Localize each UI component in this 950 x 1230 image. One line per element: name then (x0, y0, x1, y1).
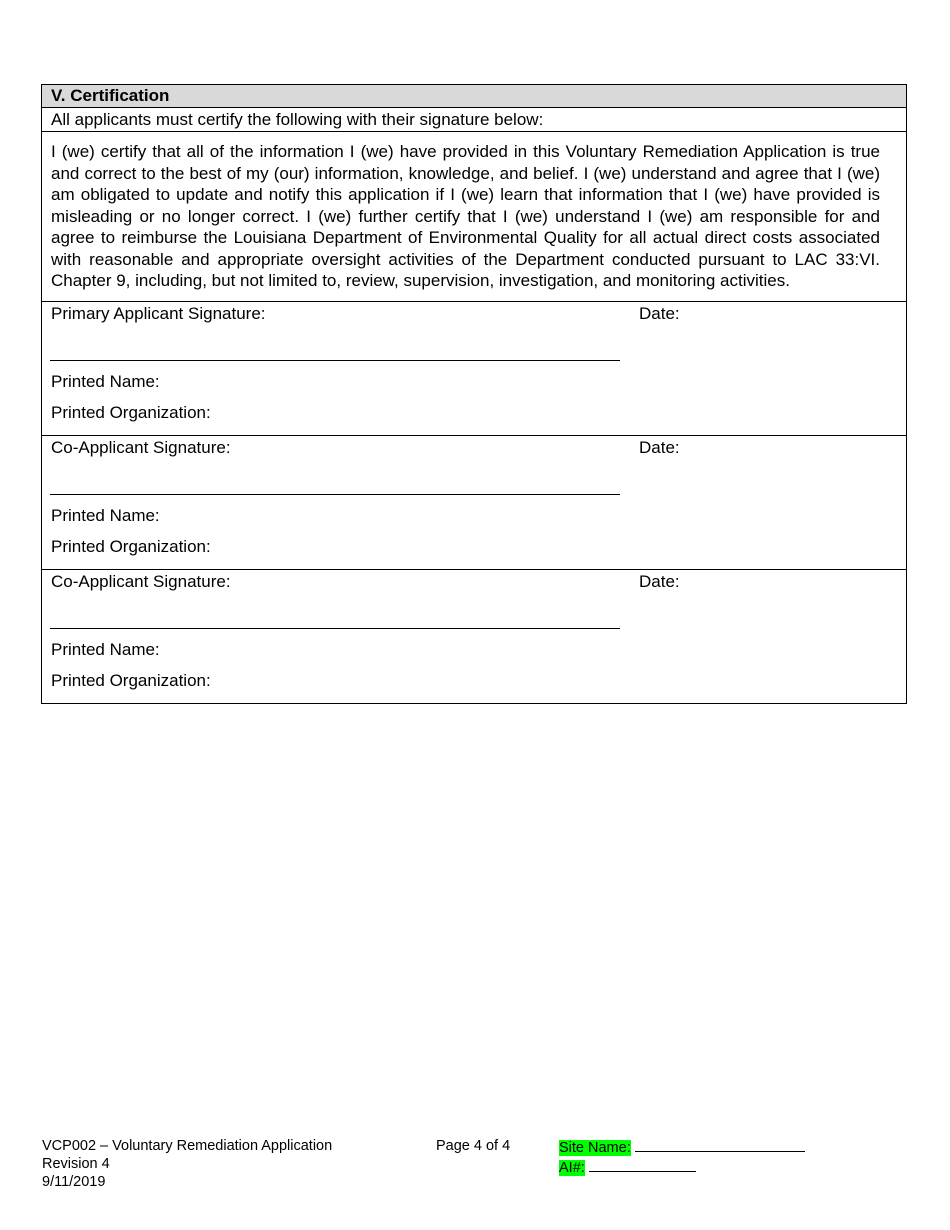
signature-label: Co-Applicant Signature: (51, 437, 231, 457)
signature-label: Co-Applicant Signature: (51, 571, 231, 591)
site-name-label: Site Name: (559, 1140, 631, 1156)
printed-organization-label: Printed Organization: (51, 670, 211, 690)
signature-line[interactable] (50, 360, 620, 361)
section-title: V. Certification (42, 85, 906, 108)
printed-name-label: Printed Name: (51, 371, 160, 391)
certification-text: I (we) certify that all of the information I (we) have provided in this Voluntary Remediation Application is true and correct to the best of my (our) information, knowledge, and belief. I (we) understand and agree that I (we) am obligated to update and notify this application if I (we) learn that information that I (we) have provided is misleading or no longer correct. I (we) further certify that I (we) understand I (we) am responsible for and agree to reimburse the Louisiana Department of Environmental Quality for all actual direct costs associated with reasonable and appropriate oversight activities of the Department conducted pursuant to LAC 33:VI. Chapter 9, including, but not limited to, review, supervision, investigation, and monitoring activities. (42, 132, 906, 302)
printed-name-label: Printed Name: (51, 639, 160, 659)
date-label: Date: (639, 571, 680, 591)
signature-block-co-applicant-2 (42, 570, 906, 703)
printed-organization-label: Printed Organization: (51, 402, 211, 422)
footer-form-info (42, 1137, 332, 1191)
site-name-row (559, 1137, 805, 1157)
footer-page-number: Page 4 of 4 (436, 1138, 511, 1154)
signature-line[interactable] (50, 628, 620, 629)
section-intro: All applicants must certify the following with their signature below: (42, 108, 906, 132)
certification-form (41, 84, 907, 704)
signature-block-co-applicant-1 (42, 436, 906, 570)
ai-number-row (559, 1157, 805, 1177)
signature-line[interactable] (50, 494, 620, 495)
printed-organization-label: Printed Organization: (51, 536, 211, 556)
footer-revision: Revision 4 (42, 1156, 110, 1172)
footer-form-id: VCP002 – Voluntary Remediation Application (42, 1138, 333, 1154)
footer-site-info (559, 1137, 805, 1177)
printed-name-label: Printed Name: (51, 505, 160, 525)
date-label: Date: (639, 437, 680, 457)
ai-number-field[interactable] (589, 1157, 696, 1172)
footer-date: 9/11/2019 (42, 1174, 106, 1190)
signature-block-primary (42, 302, 906, 436)
ai-number-label: AI#: (559, 1160, 585, 1176)
date-label: Date: (639, 303, 680, 323)
site-name-field[interactable] (635, 1137, 805, 1152)
signature-label: Primary Applicant Signature: (51, 303, 266, 323)
